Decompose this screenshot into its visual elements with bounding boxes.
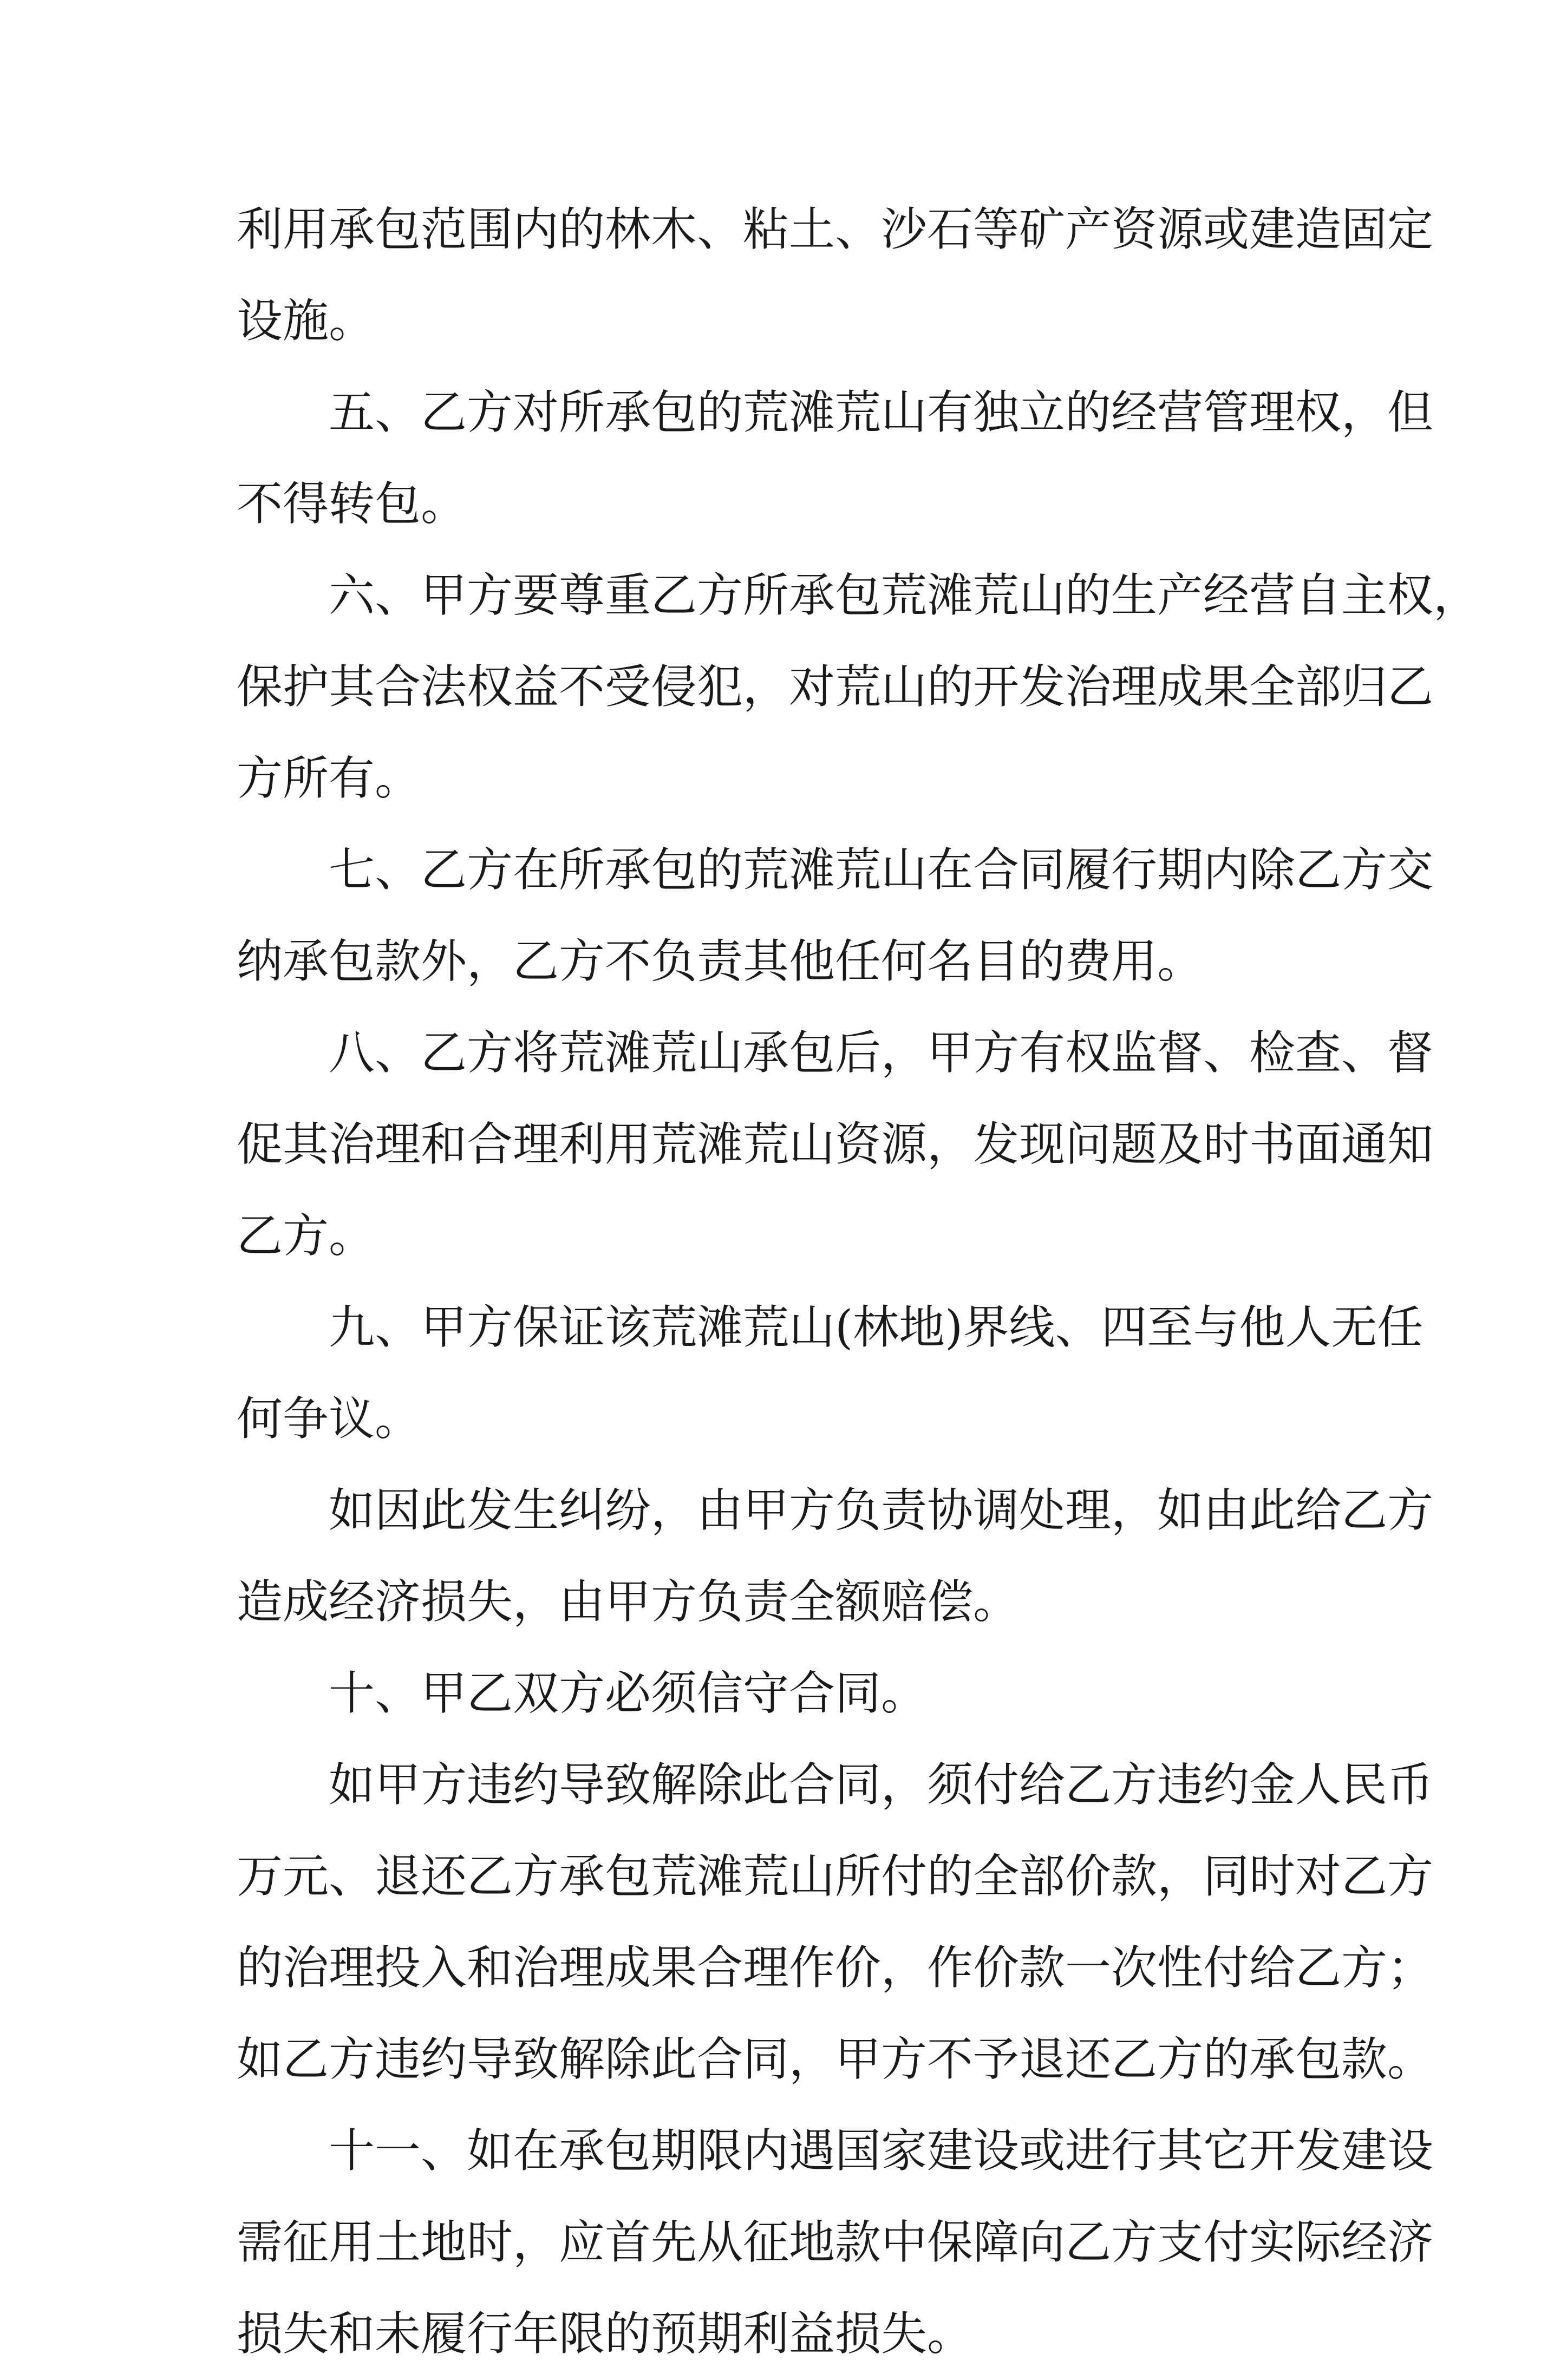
text-line: 设施。 — [237, 295, 375, 348]
text-line: 的治理投入和治理成果合理作价，作价款一次性付给乙方； — [237, 1941, 1434, 1995]
text-line: 十、甲乙双方必须信守合同。 — [329, 1667, 928, 1721]
text-line: 如乙方违约导致解除此合同，甲方不予退还乙方的承包款。 — [237, 2033, 1434, 2087]
text-line: 利用承包范围内的林木、粘土、沙石等矿产资源或建造固定 — [237, 203, 1434, 257]
contract-body-text — [237, 184, 1480, 2380]
text-line: 五、乙方对所承包的荒滩荒山有独立的经营管理权，但 — [329, 386, 1434, 440]
text-line: 促其治理和合理利用荒滩荒山资源，发现问题及时书面通知 — [237, 1118, 1434, 1172]
text-line: 不得转包。 — [237, 478, 467, 531]
text-line: 保护其合法权益不受侵犯，对荒山的开发治理成果全部归乙 — [237, 661, 1434, 714]
text-line: 需征用土地时，应首先从征地款中保障向乙方支付实际经济 — [237, 2216, 1434, 2270]
text-line: 七、乙方在所承包的荒滩荒山在合同履行期内除乙方交 — [329, 844, 1434, 897]
text-line: 造成经济损失，由甲方负责全额赔偿。 — [237, 1575, 1020, 1629]
text-line: 九、甲方保证该荒滩荒山(林地)界线、四至与他人无任 — [329, 1301, 1424, 1355]
text-line: 八、乙方将荒滩荒山承包后，甲方有权监督、检查、督 — [329, 1026, 1434, 1080]
text-line: 何争议。 — [237, 1392, 421, 1446]
text-line: 六、甲方要尊重乙方所承包荒滩荒山的生产经营自主权， — [329, 569, 1480, 623]
text-line: 万元、退还乙方承包荒滩荒山所付的全部价款，同时对乙方 — [237, 1850, 1434, 1904]
text-line: 如因此发生纠纷，由甲方负责协调处理，如由此给乙方 — [329, 1484, 1434, 1538]
text-line: 十一、如在承包期限内遇国家建设或进行其它开发建设 — [329, 2124, 1434, 2178]
text-line: 损失和未履行年限的预期利益损失。 — [237, 2307, 974, 2361]
text-line: 纳承包款外，乙方不负责其他任何名目的费用。 — [237, 935, 1204, 989]
text-line: 乙方。 — [237, 1209, 375, 1263]
text-line: 如甲方违约导致解除此合同，须付给乙方违约金人民币 — [329, 1758, 1434, 1812]
text-line: 方所有。 — [237, 752, 421, 806]
